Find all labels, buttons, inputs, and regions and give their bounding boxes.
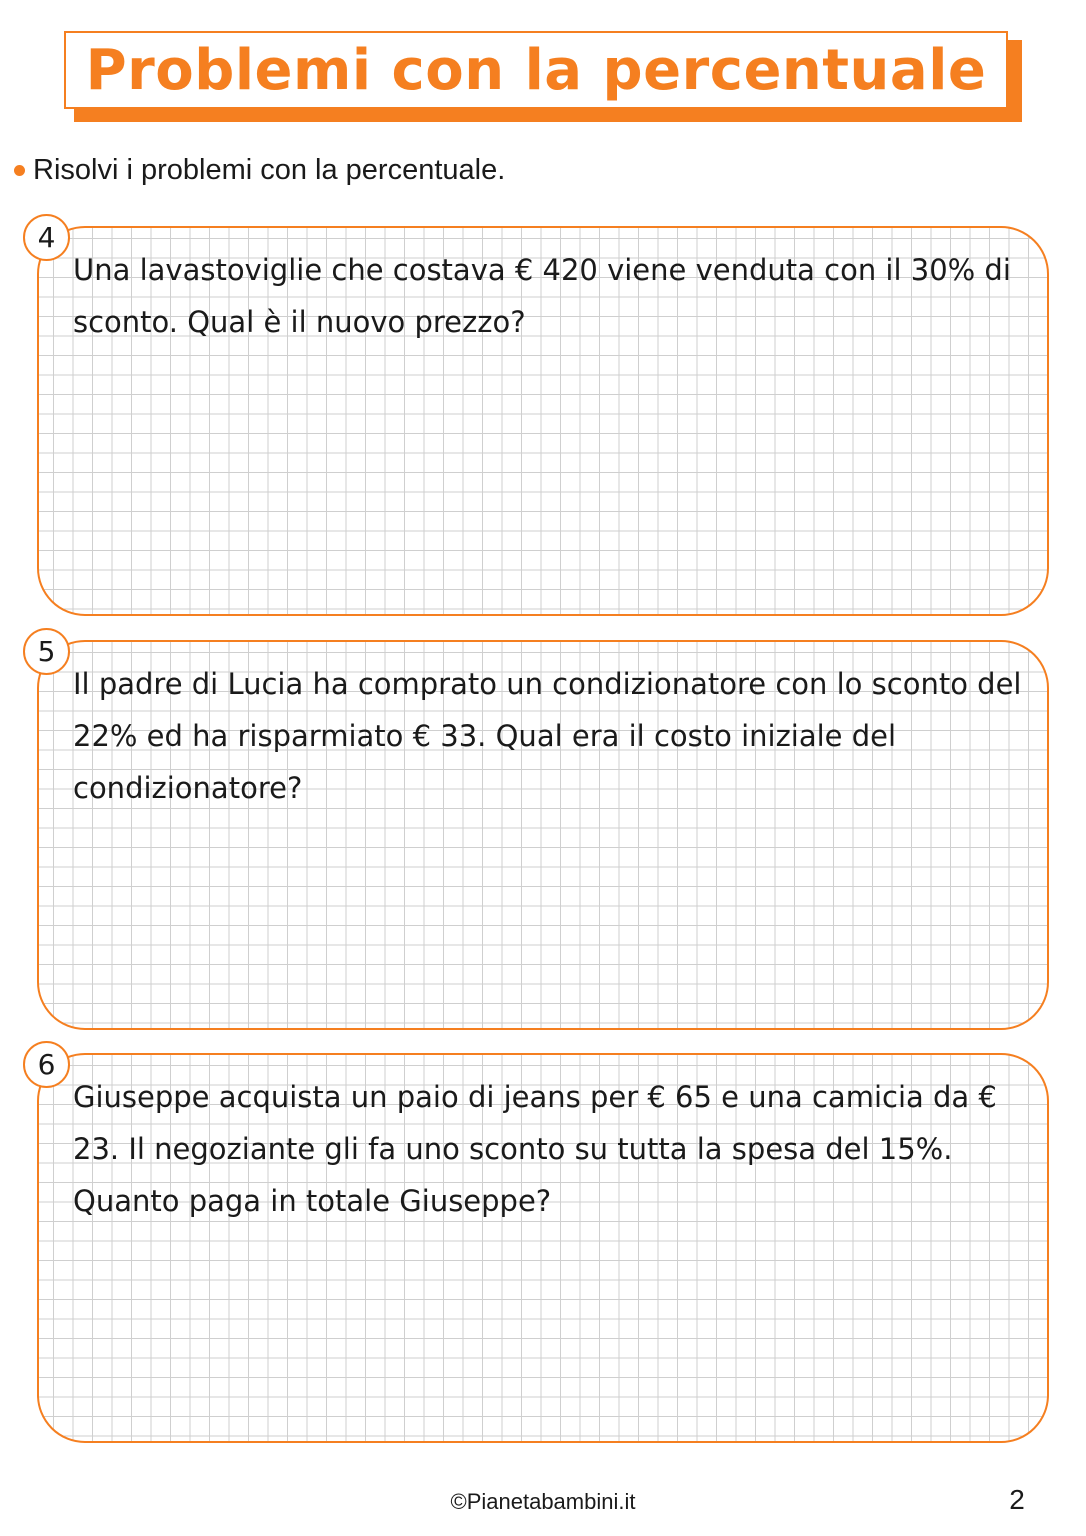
instruction xyxy=(14,150,505,190)
problem-box[interactable] xyxy=(37,1053,1049,1443)
page-number: 2 xyxy=(1009,1484,1025,1515)
footer-credit: ©Pianetabambini.it xyxy=(450,1489,636,1514)
problem-box[interactable] xyxy=(37,640,1049,1030)
problem-number-badge: 5 xyxy=(23,628,70,675)
problem-number-badge: 4 xyxy=(23,214,70,261)
problem-text: Una lavastoviglie che costava € 420 viene venduta con il 30% di sconto. Qual è il nuovo prezzo? xyxy=(73,253,1011,339)
problem-text: Il padre di Lucia ha comprato un condizionatore con lo sconto del 22% ed ha risparmiato € 33. Qual era il costo iniziale del condizionatore? xyxy=(73,667,1022,805)
page-title: Problemi con la percentuale xyxy=(85,37,987,103)
problem-number-badge: 6 xyxy=(23,1041,70,1088)
problem-text: Giuseppe acquista un paio di jeans per € 65 e una camicia da € 23. Il negoziante gli fa uno sconto su tutta la spesa del 15%. Quanto paga in totale Giuseppe? xyxy=(73,1080,997,1218)
problem-box[interactable] xyxy=(37,226,1049,616)
title-box xyxy=(64,31,1008,109)
instruction-text: Risolvi i problemi con la percentuale. xyxy=(33,153,506,186)
bullet-icon xyxy=(14,165,25,176)
